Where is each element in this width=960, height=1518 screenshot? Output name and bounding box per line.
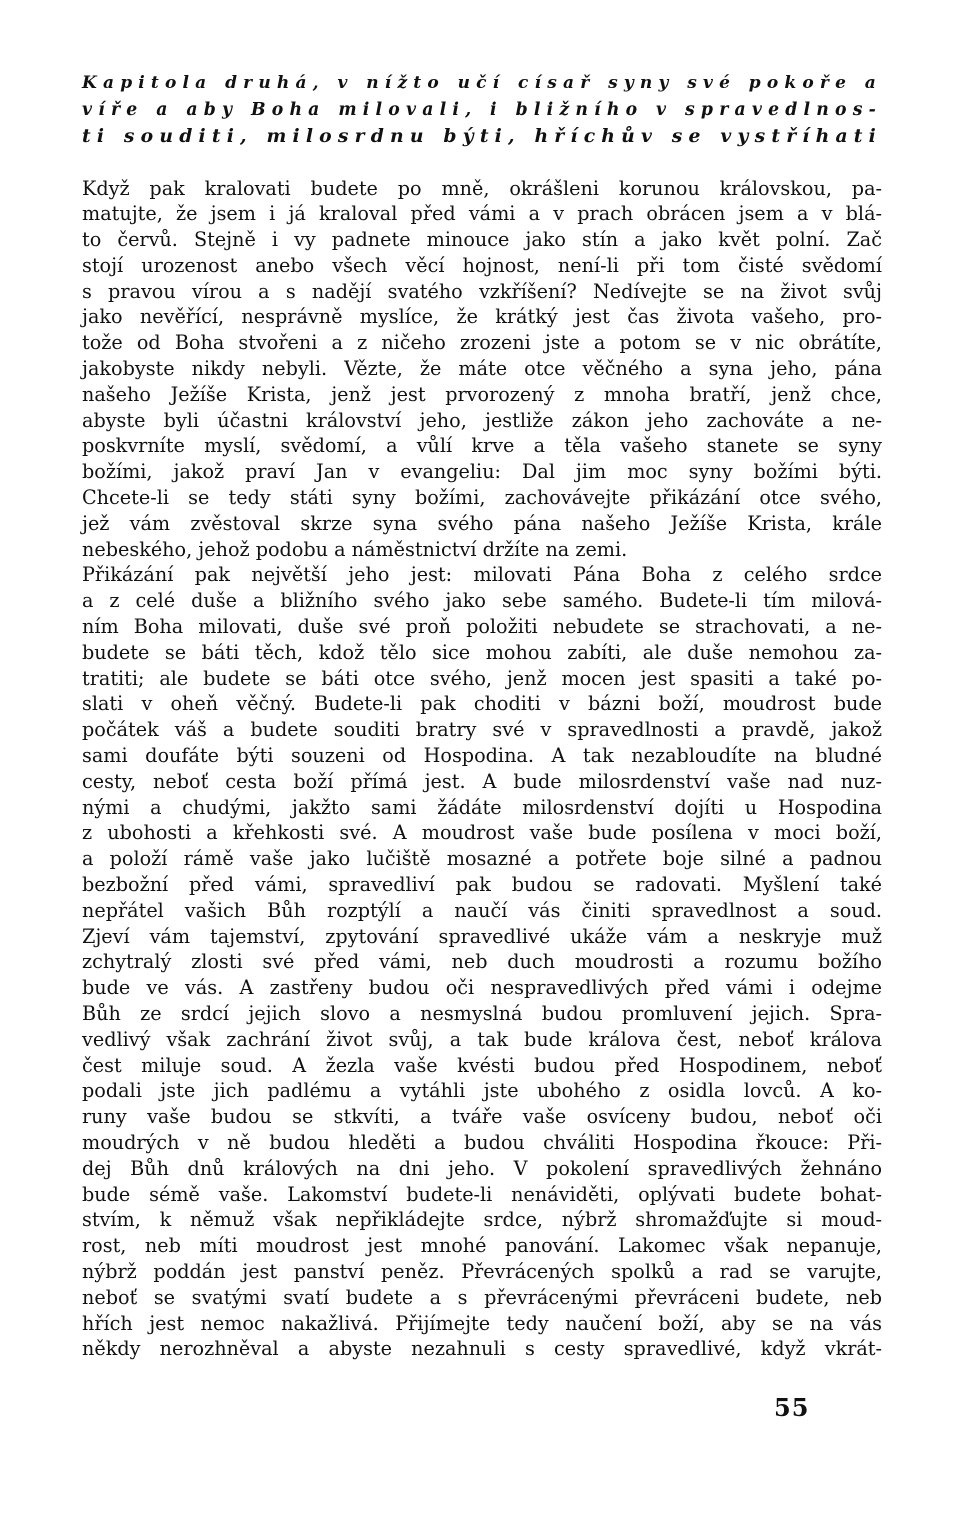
text-line: z ubohosti a křehkosti své. A moudrost vaše bude posílena v moci boží, xyxy=(82,821,882,845)
book-page xyxy=(82,70,882,1362)
text-line: našeho Ježíše Krista, jenž jest prvorozený z mnoha bratří, jenž chce, xyxy=(82,382,882,406)
text-line: nebeského, jehož podobu a náměstnictví držíte na zemi. xyxy=(82,537,628,561)
text-line: vedlivý však zachrání život svůj, a tak bude králova čest, neboť králova xyxy=(82,1027,882,1051)
text-line: stvím, k němuž však nepřikládejte srdce, nýbrž shromažďujte si moud- xyxy=(82,1208,882,1232)
text-line: dej Bůh dnů králových na dni jeho. V pokolení spravedlivých žehnáno xyxy=(82,1156,882,1180)
chapter-body-text xyxy=(82,176,882,1363)
text-line: jakobyste nikdy nebyli. Vězte, že máte otce věčného a syna jeho, pána xyxy=(82,357,882,381)
text-line: poskvrníte myslí, svědomí, a vůlí krve a těla vašeho stanete se syny xyxy=(82,434,882,458)
text-line: runy vaše budou se stkvíti, a tváře vaše osvíceny budou, neboť oči xyxy=(82,1105,882,1129)
text-line: Chcete-li se tedy státi syny božími, zachovávejte přikázání otce svého, xyxy=(82,486,882,510)
text-line: to červů. Stejně i vy padnete minouce jako stín a jako květ polní. Zač xyxy=(82,228,882,252)
text-line: neboť se svatými svatí budete a s převrácenými převráceni budete, neb xyxy=(82,1285,882,1309)
chapter-title-line: ti souditi, milosrdnu býti, hříchův se vystříhati xyxy=(82,125,882,147)
text-line: nepřátel vašich Bůh rozptýlí a naučí vás činiti spravedlnost a soud. xyxy=(82,898,882,922)
text-line: budete se báti těch, kdož tělo sice mohou zabíti, ale duše nemohou za- xyxy=(82,640,882,664)
text-line: božími, jakož praví Jan v evangeliu: Dal jim moc syny božími býti. xyxy=(82,460,882,484)
text-line: moudrých v ně budou hleděti a budou chváliti Hospodina řkouce: Při- xyxy=(82,1130,882,1154)
text-line: Přikázání pak největší jeho jest: milovati Pána Boha z celého srdce xyxy=(82,563,882,587)
text-line: podali jste jich padlému a vytáhli jste ubohého z osidla lovců. A ko- xyxy=(82,1079,882,1103)
text-line: Zjeví vám tajemství, zpytování spravedlivé ukáže vám a neskryje muž xyxy=(82,924,882,948)
text-line: bude ve vás. A zastřeny budou oči nespravedlivých před vámi i odejme xyxy=(82,976,882,1000)
chapter-title-line: víře a aby Boha milovali, i bližního v spravedlnos- xyxy=(82,99,882,120)
text-line: a položí rámě vaše jako lučiště mosazné a potřete boje silné a padnou xyxy=(82,847,882,871)
text-line: jež vám zvěstoval skrze syna svého pána našeho Ježíše Krista, krále xyxy=(82,511,882,535)
text-line: hřích jest nemoc nakažlivá. Přijímejte tedy naučení boží, aby se na vás xyxy=(82,1311,882,1335)
text-line: Bůh ze srdcí jejich slovo a nesmyslná budou promluvení jejich. Spra- xyxy=(82,1002,882,1025)
text-line: nýbrž poddán jest panství peněz. Převrácených spolků a rad se varujte, xyxy=(82,1259,882,1283)
page-number: 55 xyxy=(774,1393,810,1422)
text-line: abyste byli účastni království jeho, jestliže zákon jeho zachováte a ne- xyxy=(82,408,882,432)
text-line: zchytralý zlosti své před vámi, neb duch moudrosti a rozumu božího xyxy=(82,950,882,974)
text-line: bezbožní před vámi, spravedliví pak budou se radovati. Myšlení také xyxy=(82,873,882,897)
chapter-title xyxy=(82,70,882,150)
text-line: stojí urozenost anebo všech věcí hojnost, není-li při tom čisté svědomí xyxy=(82,253,882,277)
text-line: a z celé duše a bližního svého jako sebe samého. Budete-li tím milová- xyxy=(82,589,882,613)
text-line: čest miluje soud. A žezla vaše kvésti budou před Hospodinem, neboť xyxy=(82,1053,882,1077)
text-line: počátek váš a budete souditi bratry své v spravedlnosti a pravdě, jakož xyxy=(82,718,882,742)
text-line: cesty, neboť cesta boží přímá jest. A bude milosrdenství vaše nad nuz- xyxy=(82,769,882,793)
text-line: rost, neb míti moudrost jest mnohé panování. Lakomec však nepanuje, xyxy=(82,1234,882,1258)
text-line: matujte, že jsem i já kraloval před vámi a v prach obrácen jsem a v blá- xyxy=(82,202,882,226)
chapter-title-line: Kapitola druhá, v nížto učí císař syny své pokoře a xyxy=(82,73,882,93)
text-line: s pravou vírou a s nadějí svatého vzkříšení? Nedívejte se na život svůj xyxy=(82,279,882,303)
text-line: slati v oheň věčný. Budete-li pak choditi v bázni boží, moudrost bude xyxy=(82,692,882,716)
text-line: tratiti; ale budete se báti otce svého, jenž mocen jest spasiti a také po- xyxy=(82,666,882,690)
text-line: jako nevěřící, nesprávně myslíce, že krátký jest čas života vašeho, pro- xyxy=(82,305,882,329)
text-line: Když pak kralovati budete po mně, okrášleni korunou královskou, pa- xyxy=(82,176,882,200)
text-line: někdy nerozhněval a abyste nezahnuli s cesty spravedlivé, když vkrát- xyxy=(82,1337,882,1361)
text-line: sami doufáte býti souzeni od Hospodina. A tak nezabloudíte na bludné xyxy=(82,744,882,768)
text-line: bude sémě vaše. Lakomství budete-li nenáviděti, oplývati budete bohat- xyxy=(82,1182,882,1206)
text-line: ním Boha milovati, duše své proň položiti nebudete se strachovati, a ne- xyxy=(82,615,882,639)
text-line: tože od Boha stvořeni a z ničeho zrozeni jste a potom se v nic obrátíte, xyxy=(82,331,882,355)
text-line: nými a chudými, jakžto sami žádáte milosrdenství dojíti u Hospodina xyxy=(82,795,882,819)
